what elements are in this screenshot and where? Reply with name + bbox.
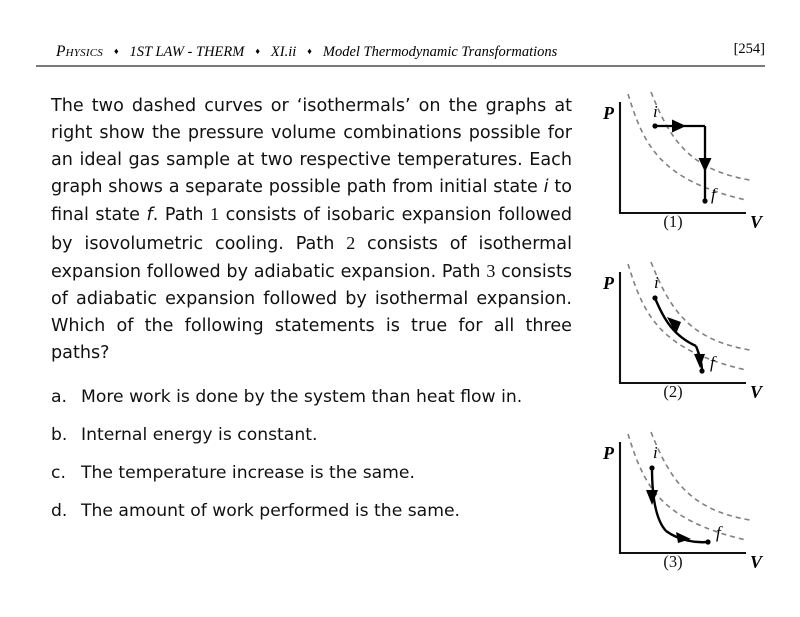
option-b-label: Internal energy is constant.: [81, 425, 318, 445]
header-topic: 1ST LAW - THERM: [129, 44, 245, 60]
question-part-4: consists of isobaric expansion followed by isovolumetric cooling. Path: [51, 205, 572, 254]
header-separator-3: ♦: [307, 46, 312, 56]
question-text: [51, 93, 572, 368]
isothermal-high-curve-2: [651, 262, 750, 350]
state-dot-f-3: [705, 539, 710, 544]
isothermal-high-curve-3: [651, 432, 750, 520]
arrowhead-adiabatic-2: [694, 354, 705, 368]
x-axis-label-2: V: [750, 382, 763, 402]
option-d[interactable]: [51, 499, 581, 523]
x-axis-label-3: V: [750, 552, 763, 572]
state-dot-i-3: [649, 465, 654, 470]
state-label-f-2: f: [710, 353, 715, 372]
axes-1: [620, 102, 746, 213]
option-b[interactable]: [51, 423, 581, 447]
question-part-6: consists of adiabatic expansion followed by isothermal expansion. Which of the following statements is true for all three paths?: [51, 261, 573, 364]
header-separator-2: ♦: [255, 46, 260, 56]
state-dot-i-1: [652, 123, 657, 128]
arrowhead-isovolumetric-1: [699, 158, 712, 172]
page-header: [36, 42, 765, 64]
state-label-i-2: i: [654, 273, 659, 292]
question-part-1: The two dashed curves or ‘isothermals’ on the graphs at right show the pressure volume combinations possible for an ideal gas sample at two respective temperatures. Each graph shows a separate possible path from initial state: [51, 95, 572, 198]
header-section: XI.ii: [270, 44, 297, 60]
y-axis-label-3: P: [603, 443, 614, 463]
option-a-label: More work is done by the system than heat flow in.: [81, 387, 523, 407]
pv-diagram-1: [598, 88, 783, 238]
header-separator-1: ♦: [113, 46, 119, 56]
option-a-letter: a.: [51, 387, 67, 407]
figure-caption-3: (3): [663, 552, 683, 571]
header-divider: [36, 65, 765, 67]
figure-caption-1: (1): [663, 212, 683, 231]
header-title: Model Thermodynamic Transformations: [322, 44, 558, 60]
option-c-label: The temperature increase is the same.: [81, 463, 415, 483]
pv-diagram-2: [598, 258, 783, 408]
question-path-1: 1: [210, 204, 220, 225]
isothermal-high-curve-1: [651, 92, 750, 180]
x-axis-label-1: V: [750, 212, 763, 232]
figure-caption-2: (2): [663, 382, 683, 401]
question-block: [51, 75, 572, 385]
header-subject: Physics: [56, 43, 103, 60]
axes-2: [620, 272, 746, 383]
state-label-i-1: i: [653, 102, 658, 121]
state-label-i-3: i: [653, 443, 658, 462]
option-c[interactable]: [51, 461, 581, 485]
question-state-i: i: [543, 177, 549, 198]
state-label-f-3: f: [716, 523, 721, 542]
question-part-5: consists of isothermal expansion followed by adiabatic expansion. Path: [51, 233, 572, 282]
option-d-letter: d.: [51, 501, 68, 521]
state-dot-i-2: [652, 295, 657, 300]
option-c-letter: c.: [51, 463, 66, 483]
question-part-3: . Path: [152, 205, 211, 226]
answer-options: [51, 385, 581, 537]
isothermal-low-curve-1: [628, 94, 746, 200]
state-dot-f-1: [702, 198, 707, 203]
y-axis-label-2: P: [603, 273, 614, 293]
state-dot-f-2: [699, 368, 704, 373]
option-d-label: The amount of work performed is the same.: [81, 501, 460, 521]
question-path-3: 3: [486, 260, 496, 281]
isothermal-segment-3: [666, 531, 708, 542]
question-path-2: 2: [346, 232, 356, 253]
arrowhead-isobaric-1: [672, 120, 686, 133]
isothermal-low-curve-2: [628, 264, 746, 370]
header-breadcrumb: [56, 42, 557, 61]
state-label-f-1: f: [711, 185, 716, 204]
page-number: [254]: [733, 41, 765, 57]
pv-diagram-3: [598, 428, 783, 578]
isothermal-low-curve-3: [628, 434, 746, 540]
option-a[interactable]: [51, 385, 581, 409]
arrowhead-adiabatic-3: [646, 490, 658, 505]
question-part-2: to final state: [51, 177, 573, 226]
option-b-letter: b.: [51, 425, 68, 445]
y-axis-label-1: P: [603, 103, 614, 123]
question-state-f: f: [146, 205, 153, 226]
